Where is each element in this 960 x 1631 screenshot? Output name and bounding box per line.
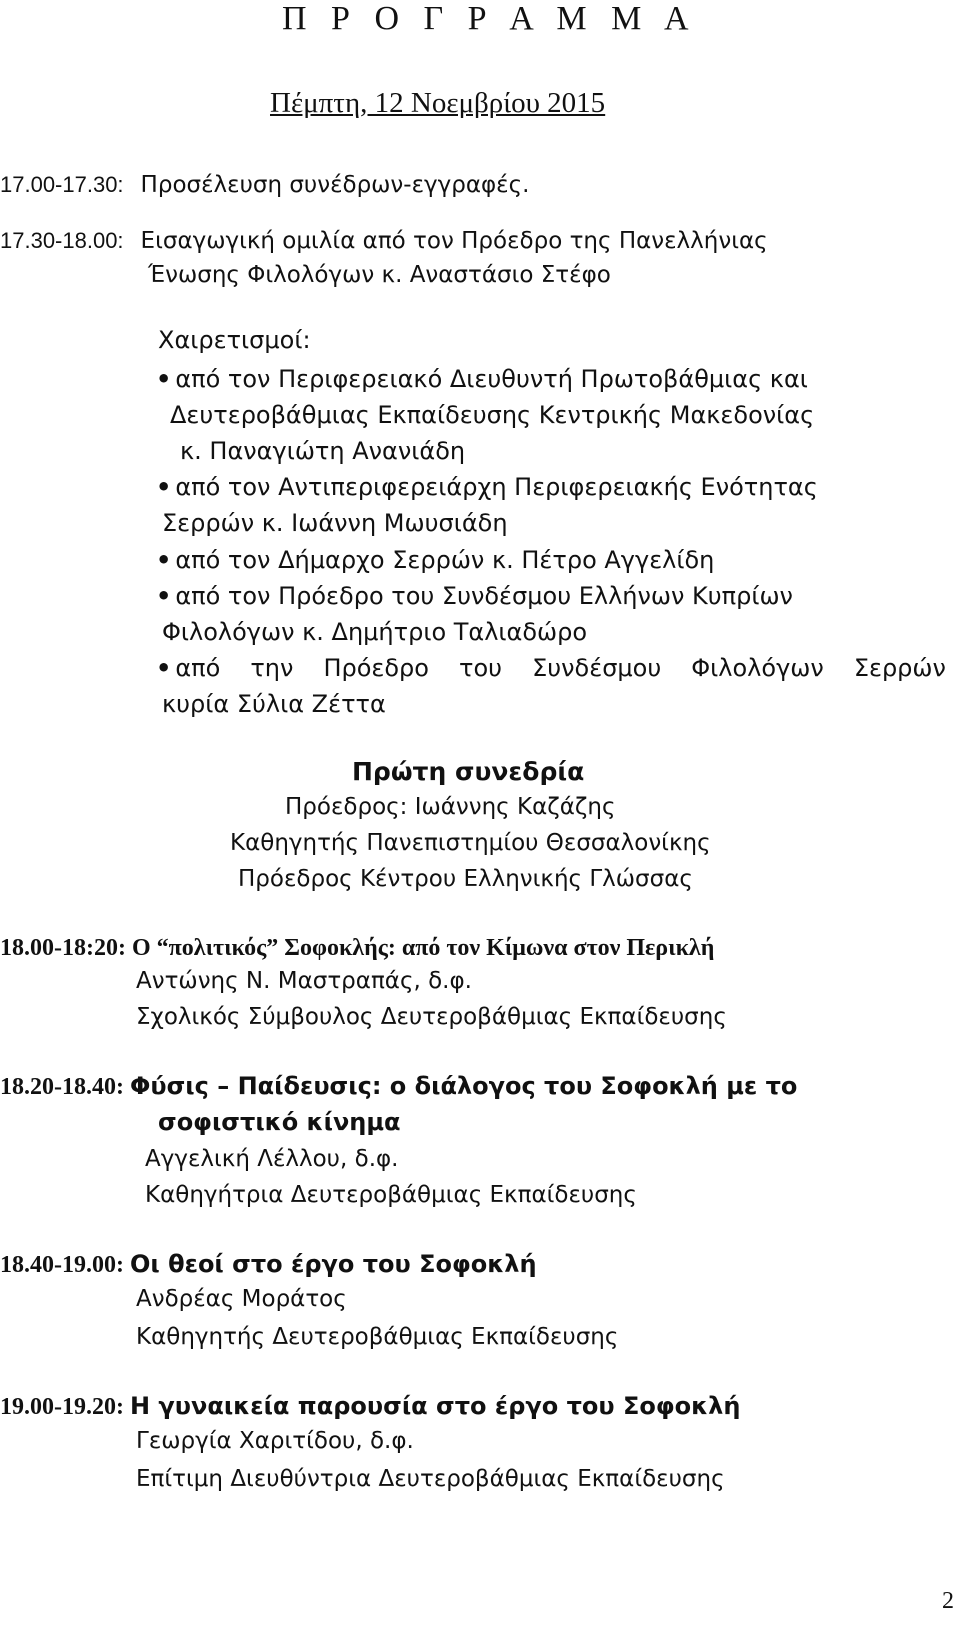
talk-1-title-a: Ο	[131, 935, 157, 961]
greeting-1-line-1: από τον Περιφερειακό Διευθυντή Πρωτοβάθμιας και	[175, 365, 808, 393]
program-date: Πέμπτη, 12 Νοεμβρίου 2015	[270, 87, 606, 119]
talk-2-speaker: Αγγελική Λέλλου, δ.φ.	[145, 1146, 399, 1172]
talk-3-time: 18.40-19.00:	[0, 1252, 124, 1278]
greeting-5-word: την	[250, 654, 294, 682]
talk-3-role: Καθηγητής Δευτεροβάθμιας Εκπαίδευσης	[136, 1324, 619, 1350]
greeting-1-line-2: Δευτεροβάθμιας Εκπαίδευσης Κεντρικής Μακεδονίας	[170, 401, 815, 429]
talk-2-title-a: Φύσις – Παίδευσις: ο διάλογος του Σοφοκλή με το	[129, 1072, 798, 1100]
intro-text-line-2: Ένωσης Φιλολόγων κ. Αναστάσιο Στέφο	[148, 262, 611, 288]
greeting-5-word: Σερρών	[853, 654, 946, 682]
greeting-4-line-2: Φιλολόγων κ. Δημήτριο Ταλιαδώρο	[162, 618, 588, 646]
talk-3-speaker: Ανδρέας Μοράτος	[136, 1286, 347, 1312]
talk-2-title-b: σοφιστικό κίνημα	[158, 1108, 401, 1136]
bullet-icon: •	[156, 582, 172, 610]
arrival-row	[0, 172, 529, 200]
greeting-5-first	[156, 654, 220, 683]
greeting-item-3	[156, 546, 714, 575]
bullet-icon: •	[156, 654, 172, 682]
page-title: Π Ρ Ο Γ Ρ Α Μ Μ Α	[282, 0, 697, 37]
talk-1-time: 18.00-18:20:	[0, 935, 126, 961]
talk-4-role: Επίτιμη Διευθύντρια Δευτεροβάθμιας Εκπαίδευσης	[136, 1466, 725, 1492]
greeting-2-line-2: Σερρών κ. Ιωάννη Μωυσιάδη	[162, 509, 508, 537]
bullet-icon: •	[156, 546, 172, 574]
talk-2-row	[0, 1072, 797, 1102]
bullet-icon: •	[156, 365, 172, 393]
session-title: Πρώτη συνεδρία	[352, 757, 585, 786]
talk-2-time: 18.20-18.40:	[0, 1074, 124, 1100]
greetings-heading: Χαιρετισμοί:	[158, 326, 311, 354]
talk-1-title-b: “πολιτικός”	[156, 935, 279, 961]
greeting-2-line-1: από τον Αντιπεριφερειάρχη Περιφερειακής Ενότητας	[175, 473, 818, 501]
greeting-5-word: Πρόεδρο	[323, 654, 429, 682]
talk-4-speaker: Γεωργία Χαριτίδου, δ.φ.	[136, 1428, 414, 1454]
arrival-text: Προσέλευση συνέδρων-εγγραφές.	[140, 172, 530, 198]
greeting-5-word: Συνδέσμου	[532, 654, 662, 682]
greeting-5-line-2: κυρία Σύλια Ζέττα	[162, 690, 386, 718]
talk-4-title: Η γυναικεία παρουσία στο έργο του Σοφοκλή	[129, 1392, 741, 1420]
intro-row	[0, 228, 768, 256]
greeting-item-4	[156, 582, 793, 611]
session-chair-role-1: Καθηγητής Πανεπιστημίου Θεσσαλονίκης	[230, 830, 711, 856]
greeting-1-line-3: κ. Παναγιώτη Ανανιάδη	[180, 437, 466, 465]
talk-1-role: Σχολικός Σύμβουλος Δευτεροβάθμιας Εκπαίδευσης	[136, 1004, 727, 1030]
talk-2-role: Καθηγήτρια Δευτεροβάθμιας Εκπαίδευσης	[145, 1182, 637, 1208]
talk-4-time: 19.00-19.20:	[0, 1394, 124, 1420]
intro-text-line-1: Εισαγωγική ομιλία από τον Πρόεδρο της Πανελλήνιας	[140, 228, 768, 254]
greeting-5-word: Φιλολόγων	[691, 654, 824, 682]
session-chair-role-2: Πρόεδρος Κέντρου Ελληνικής Γλώσσας	[238, 866, 693, 892]
greeting-item-1	[156, 365, 808, 394]
greeting-5-line-1	[156, 654, 946, 683]
talk-4-row	[0, 1392, 740, 1422]
talk-1-title-c: Σοφοκλής: από τον Κίμωνα στον Περικλή	[278, 935, 715, 961]
talk-3-title: Οι θεοί στο έργο του Σοφοκλή	[129, 1250, 537, 1278]
bullet-icon: •	[156, 473, 172, 501]
session-chair: Πρόεδρος: Ιωάννης Καζάζης	[285, 794, 616, 820]
talk-1-speaker: Αντώνης Ν. Μαστραπάς, δ.φ.	[136, 968, 472, 994]
greeting-5-word: του	[459, 654, 503, 682]
greeting-5-word: από	[175, 654, 221, 682]
talk-3-row	[0, 1250, 537, 1280]
talk-1-row	[0, 934, 714, 963]
page-number: 2	[942, 1588, 954, 1614]
greeting-item-5	[156, 654, 946, 683]
arrival-time: 17.00-17.30:	[0, 172, 124, 197]
greeting-item-2	[156, 473, 818, 502]
intro-time: 17.30-18.00:	[0, 228, 124, 253]
greeting-3-line-1: από τον Δήμαρχο Σερρών κ. Πέτρο Αγγελίδη	[175, 546, 715, 574]
greeting-4-line-1: από τον Πρόεδρο του Συνδέσμου Ελλήνων Κυπρίων	[175, 582, 793, 610]
